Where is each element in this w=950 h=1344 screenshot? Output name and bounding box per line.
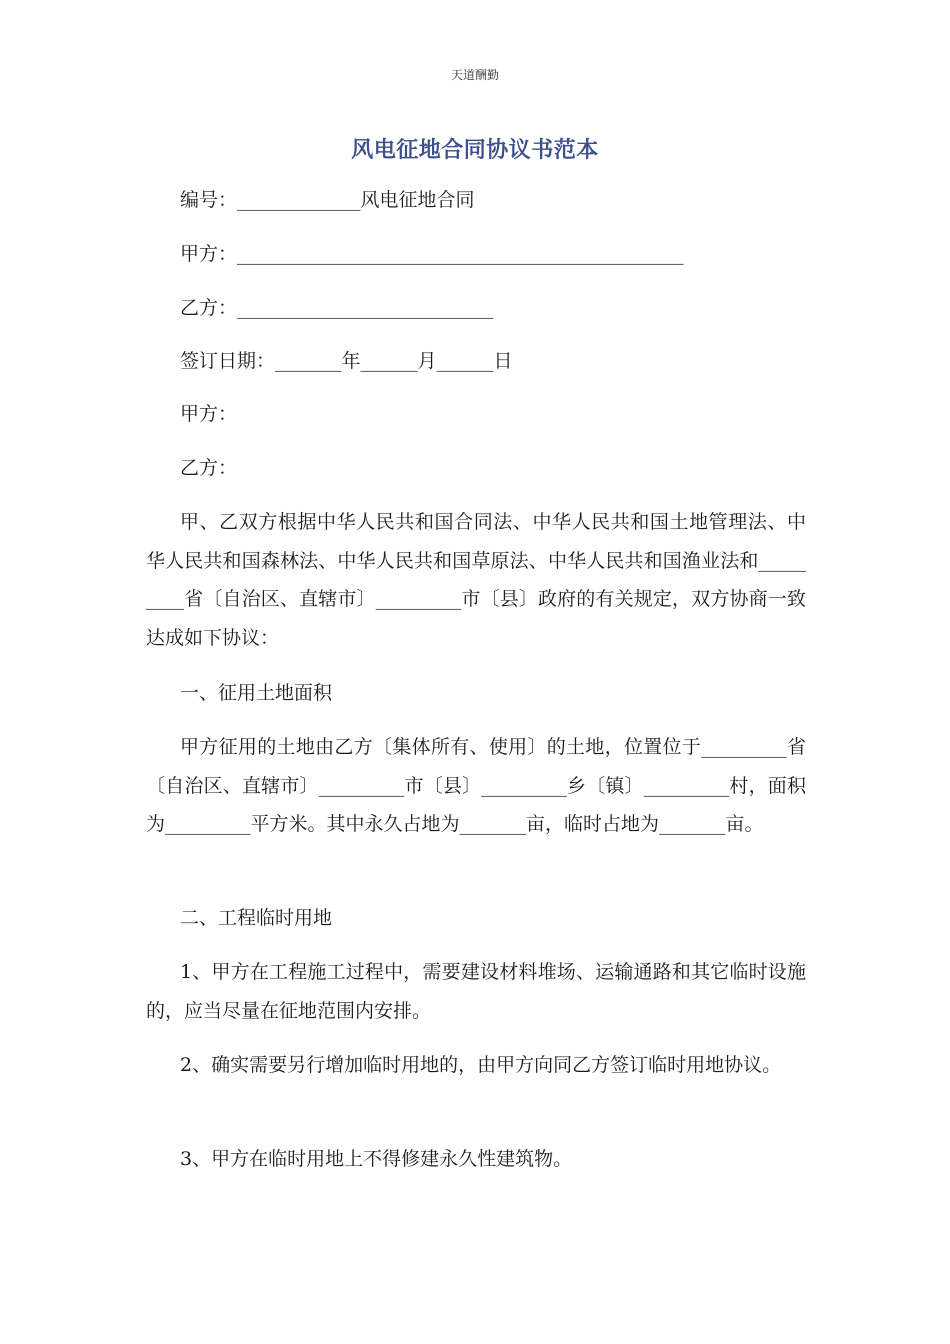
sign-date-line: 签订日期：_______年______月______日	[180, 350, 513, 372]
land-area-paragraph: 甲方征用的土地由乙方〔集体所有、使用〕的土地，位置位于_________省〔自治区、直辖市〕_________市〔县〕_________乡〔镇〕_________村，面积为_________平方米。其中永久占地为_______亩，临时占地为_______亩。	[146, 736, 806, 835]
temporary-land-item-1: 1、甲方在工程施工过程中，需要建设材料堆场、运输通路和其它临时设施的，应当尽量在征地范围内安排。	[146, 961, 806, 1022]
section-heading-land-area: 一、征用土地面积	[180, 682, 333, 704]
temporary-land-item-3: 3、甲方在临时用地上不得修建永久性建筑物。	[180, 1148, 573, 1170]
document-title: 风电征地合同协议书范本	[351, 138, 599, 163]
party-b-signature-line: 乙方：	[180, 457, 238, 479]
page-header: 天道酬勤	[450, 68, 499, 82]
party-b-line: 乙方：___________________________	[180, 297, 494, 319]
party-a-signature-line: 甲方：	[180, 403, 238, 425]
contract-number-line: 编号：_____________风电征地合同	[180, 189, 475, 211]
intro-paragraph: 甲、乙双方根据中华人民共和国合同法、中华人民共和国土地管理法、中华人民共和国森林法、中华人民共和国草原法、中华人民共和国渔业法和_________省〔自治区、直辖市〕_________市〔县〕政府的有关规定，双方协商一致达成如下协议：	[146, 511, 806, 649]
temporary-land-item-2: 2、确实需要另行增加临时用地的，由甲方向同乙方签订临时用地协议。	[180, 1054, 782, 1076]
party-a-line: 甲方：_______________________________________________	[180, 243, 684, 265]
section-heading-temporary-land: 二、工程临时用地	[180, 907, 333, 929]
